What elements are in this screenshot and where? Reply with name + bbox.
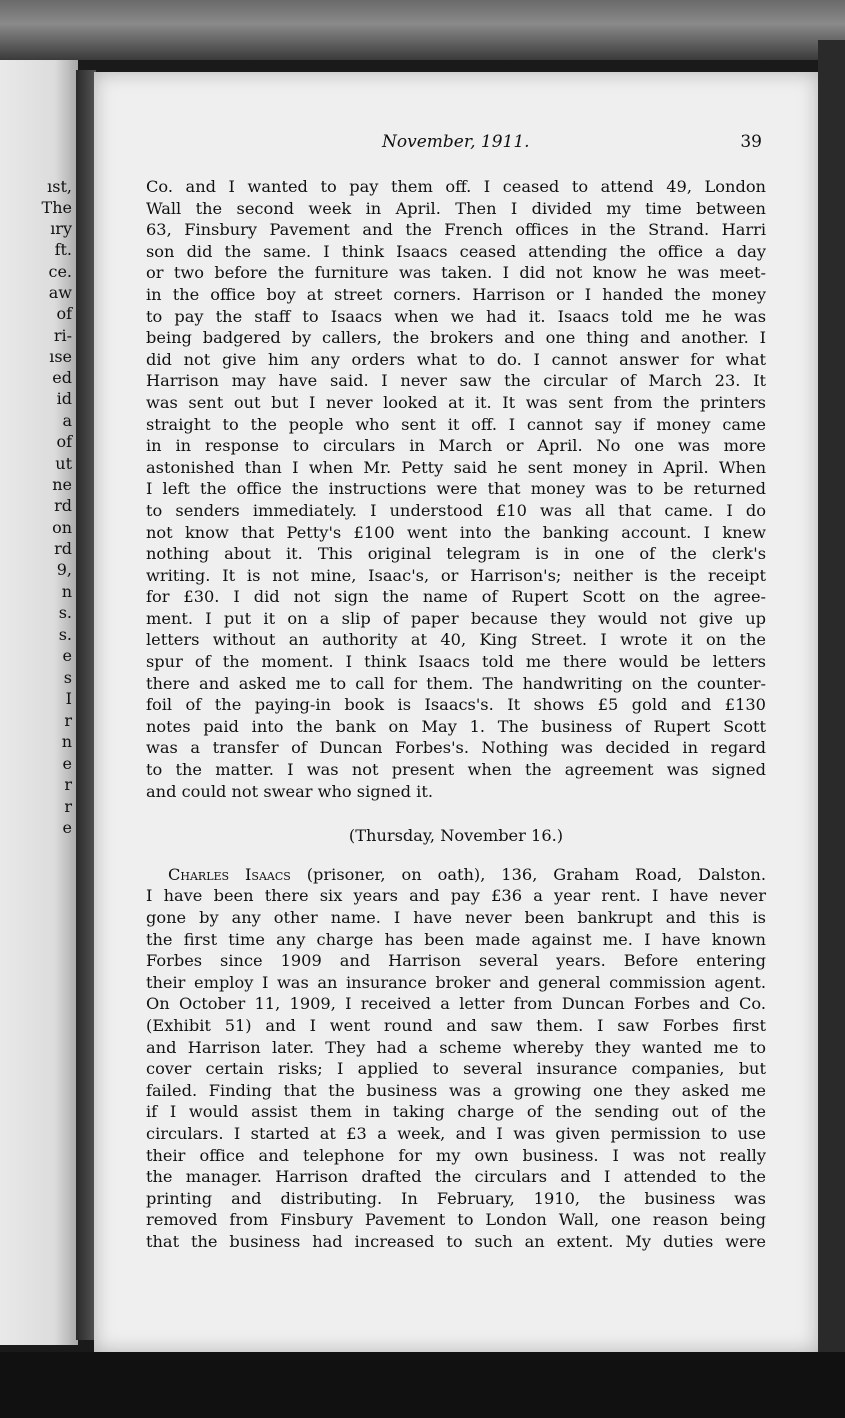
facing-page-fragment: rd xyxy=(54,496,72,515)
facing-page-fragment: of xyxy=(56,432,72,451)
text-line: their office and telephone for my own business. I was not really xyxy=(146,1145,766,1165)
date-heading: (Thursday, November 16.) xyxy=(348,826,564,846)
facing-page-fragment: ft. xyxy=(54,240,72,259)
text-line: the first time any charge has been made against me. I have known xyxy=(146,929,766,949)
witness-details: (prisoner, on oath), 136, Graham Road, Dalston. xyxy=(290,864,766,884)
text-line: was sent out but I never looked at it. It was sent from the printers xyxy=(146,392,766,412)
text-line: I have been there six years and pay £36 a year rent. I have never xyxy=(146,886,766,906)
book-gutter xyxy=(76,70,96,1340)
text-line: the manager. Harrison drafted the circulars and I attended to the xyxy=(146,1167,766,1187)
text-line: Co. and I wanted to pay them off. I ceased to attend 49, London xyxy=(146,177,766,196)
facing-page-fragment: id xyxy=(56,389,72,408)
text-line: there and asked me to call for them. The handwriting on the counter- xyxy=(146,673,766,693)
text-line: and Harrison later. They had a scheme whereby they wanted me to xyxy=(146,1037,766,1057)
text-line: in the office boy at street corners. Harrison or I handed the money xyxy=(146,284,766,304)
text-line xyxy=(146,864,766,886)
facing-page-fragment: s. xyxy=(58,603,72,622)
facing-page-fragment: aw xyxy=(48,283,72,302)
text-line: nothing about it. This original telegram is in one of the clerk's xyxy=(146,544,766,564)
text-line: not know that Petty's £100 went into the banking account. I knew xyxy=(146,522,766,542)
text-line: astonished than I when Mr. Petty said he sent money in April. When xyxy=(146,457,766,477)
text-line: that the business had increased to such an extent. My duties were xyxy=(146,1231,766,1251)
facing-page-fragment: n xyxy=(61,582,72,601)
facing-page-fragment: ed xyxy=(52,368,72,387)
facing-page-fragment: e xyxy=(62,818,72,837)
running-head xyxy=(94,132,818,154)
text-line: spur of the moment. I think Isaacs told me there would be letters xyxy=(146,652,766,672)
text-line: Forbes since 1909 and Harrison several years. Before entering xyxy=(146,951,766,971)
text-line: in in response to circulars in March or April. No one was more xyxy=(146,436,766,456)
facing-page-fragment: ıse xyxy=(49,347,72,366)
paragraph-continued-testimony xyxy=(146,176,766,802)
facing-page-fragment: r xyxy=(64,797,72,816)
text-line: 63, Finsbury Pavement and the French offices in the Strand. Harri xyxy=(146,220,766,240)
facing-page-edge xyxy=(0,60,78,1345)
scan-background-bottom xyxy=(0,1352,845,1418)
text-line: notes paid into the bank on May 1. The business of Rupert Scott xyxy=(146,716,766,736)
facing-page-fragment: s. xyxy=(58,625,72,644)
text-line: circulars. I started at £3 a week, and I was given permission to use xyxy=(146,1123,766,1143)
text-line: ment. I put it on a slip of paper because they would not give up xyxy=(146,608,766,628)
facing-page-fragment: ce. xyxy=(48,262,72,281)
facing-page-fragment: n xyxy=(61,732,72,751)
text-line: failed. Finding that the business was a growing one they asked me xyxy=(146,1080,766,1100)
facing-page-fragment: e xyxy=(62,754,72,773)
page-number: 39 xyxy=(740,132,762,152)
text-line: removed from Finsbury Pavement to London Wall, one reason being xyxy=(146,1210,766,1230)
facing-page-fragment: e xyxy=(62,646,72,665)
paragraph-isaacs-testimony xyxy=(146,864,766,1253)
running-head-title: November, 1911. xyxy=(382,132,530,152)
text-line: to the matter. I was not present when the agreement was signed xyxy=(146,760,766,780)
text-line: letters without an authority at 40, King Street. I wrote it on the xyxy=(146,630,766,650)
text-line: printing and distributing. In February, 1910, the business was xyxy=(146,1188,766,1208)
text-line: to senders immediately. I understood £10 was all that came. I do xyxy=(146,500,766,520)
text-line: for £30. I did not sign the name of Rupert Scott on the agree- xyxy=(146,587,766,607)
facing-page-fragment: I xyxy=(65,689,72,708)
facing-page-fragment: ut xyxy=(55,454,72,473)
text-line: writing. It is not mine, Isaac's, or Harrison's; neither is the receipt xyxy=(146,565,766,585)
facing-page-fragment: 9, xyxy=(56,560,72,579)
text-line: and could not swear who signed it. xyxy=(146,781,433,801)
text-line: did not give him any orders what to do. I cannot answer for what xyxy=(146,349,766,369)
text-line: Harrison may have said. I never saw the circular of March 23. It xyxy=(146,371,766,391)
text-line: to pay the staff to Isaacs when we had it. Isaacs told me he was xyxy=(146,306,766,326)
text-line: was a transfer of Duncan Forbes's. Nothing was decided in regard xyxy=(146,738,766,758)
facing-page-fragment: on xyxy=(52,518,72,537)
text-line: or two before the furniture was taken. I did not know he was meet- xyxy=(146,263,766,283)
text-line: gone by any other name. I have never been bankrupt and this is xyxy=(146,908,766,927)
text-line: straight to the people who sent it off. I cannot say if money came xyxy=(146,414,766,434)
facing-page-fragment: ri- xyxy=(53,326,72,345)
facing-page-fragment: ıry xyxy=(50,219,72,238)
facing-page-fragment: r xyxy=(64,775,72,794)
text-line: (Exhibit 51) and I went round and saw them. I saw Forbes first xyxy=(146,1015,766,1035)
facing-page-fragment: rd xyxy=(54,539,72,558)
facing-page-fragment: ne xyxy=(52,475,72,494)
text-line: being badgered by callers, the brokers and one thing and another. I xyxy=(146,328,766,348)
scan-background-right xyxy=(818,40,845,1370)
facing-page-fragment: ıst, xyxy=(47,177,72,196)
facing-page-fragment: s xyxy=(63,668,72,687)
text-line: On October 11, 1909, I received a letter from Duncan Forbes and Co. xyxy=(146,994,766,1014)
page-body xyxy=(146,176,766,1253)
facing-page-fragment: a xyxy=(62,411,72,430)
text-line: cover certain risks; I applied to several insurance companies, but xyxy=(146,1059,766,1079)
scan-background-top xyxy=(0,0,845,60)
text-line: son did the same. I think Isaacs ceased attending the office a day xyxy=(146,241,766,261)
facing-page-fragment: of xyxy=(56,304,72,323)
text-line: their employ I was an insurance broker and general commission agent. xyxy=(146,972,766,992)
facing-page-fragment: r xyxy=(64,711,72,730)
text-line: foil of the paying-in book is Isaacs's. It shows £5 gold and £130 xyxy=(146,695,766,715)
text-line: Wall the second week in April. Then I divided my time between xyxy=(146,198,766,218)
witness-name: Charles Isaacs xyxy=(168,864,291,884)
text-line: I left the office the instructions were that money was to be returned xyxy=(146,479,766,499)
facing-page-fragment: The xyxy=(41,198,72,217)
text-line: if I would assist them in taking charge of the sending out of the xyxy=(146,1102,766,1122)
